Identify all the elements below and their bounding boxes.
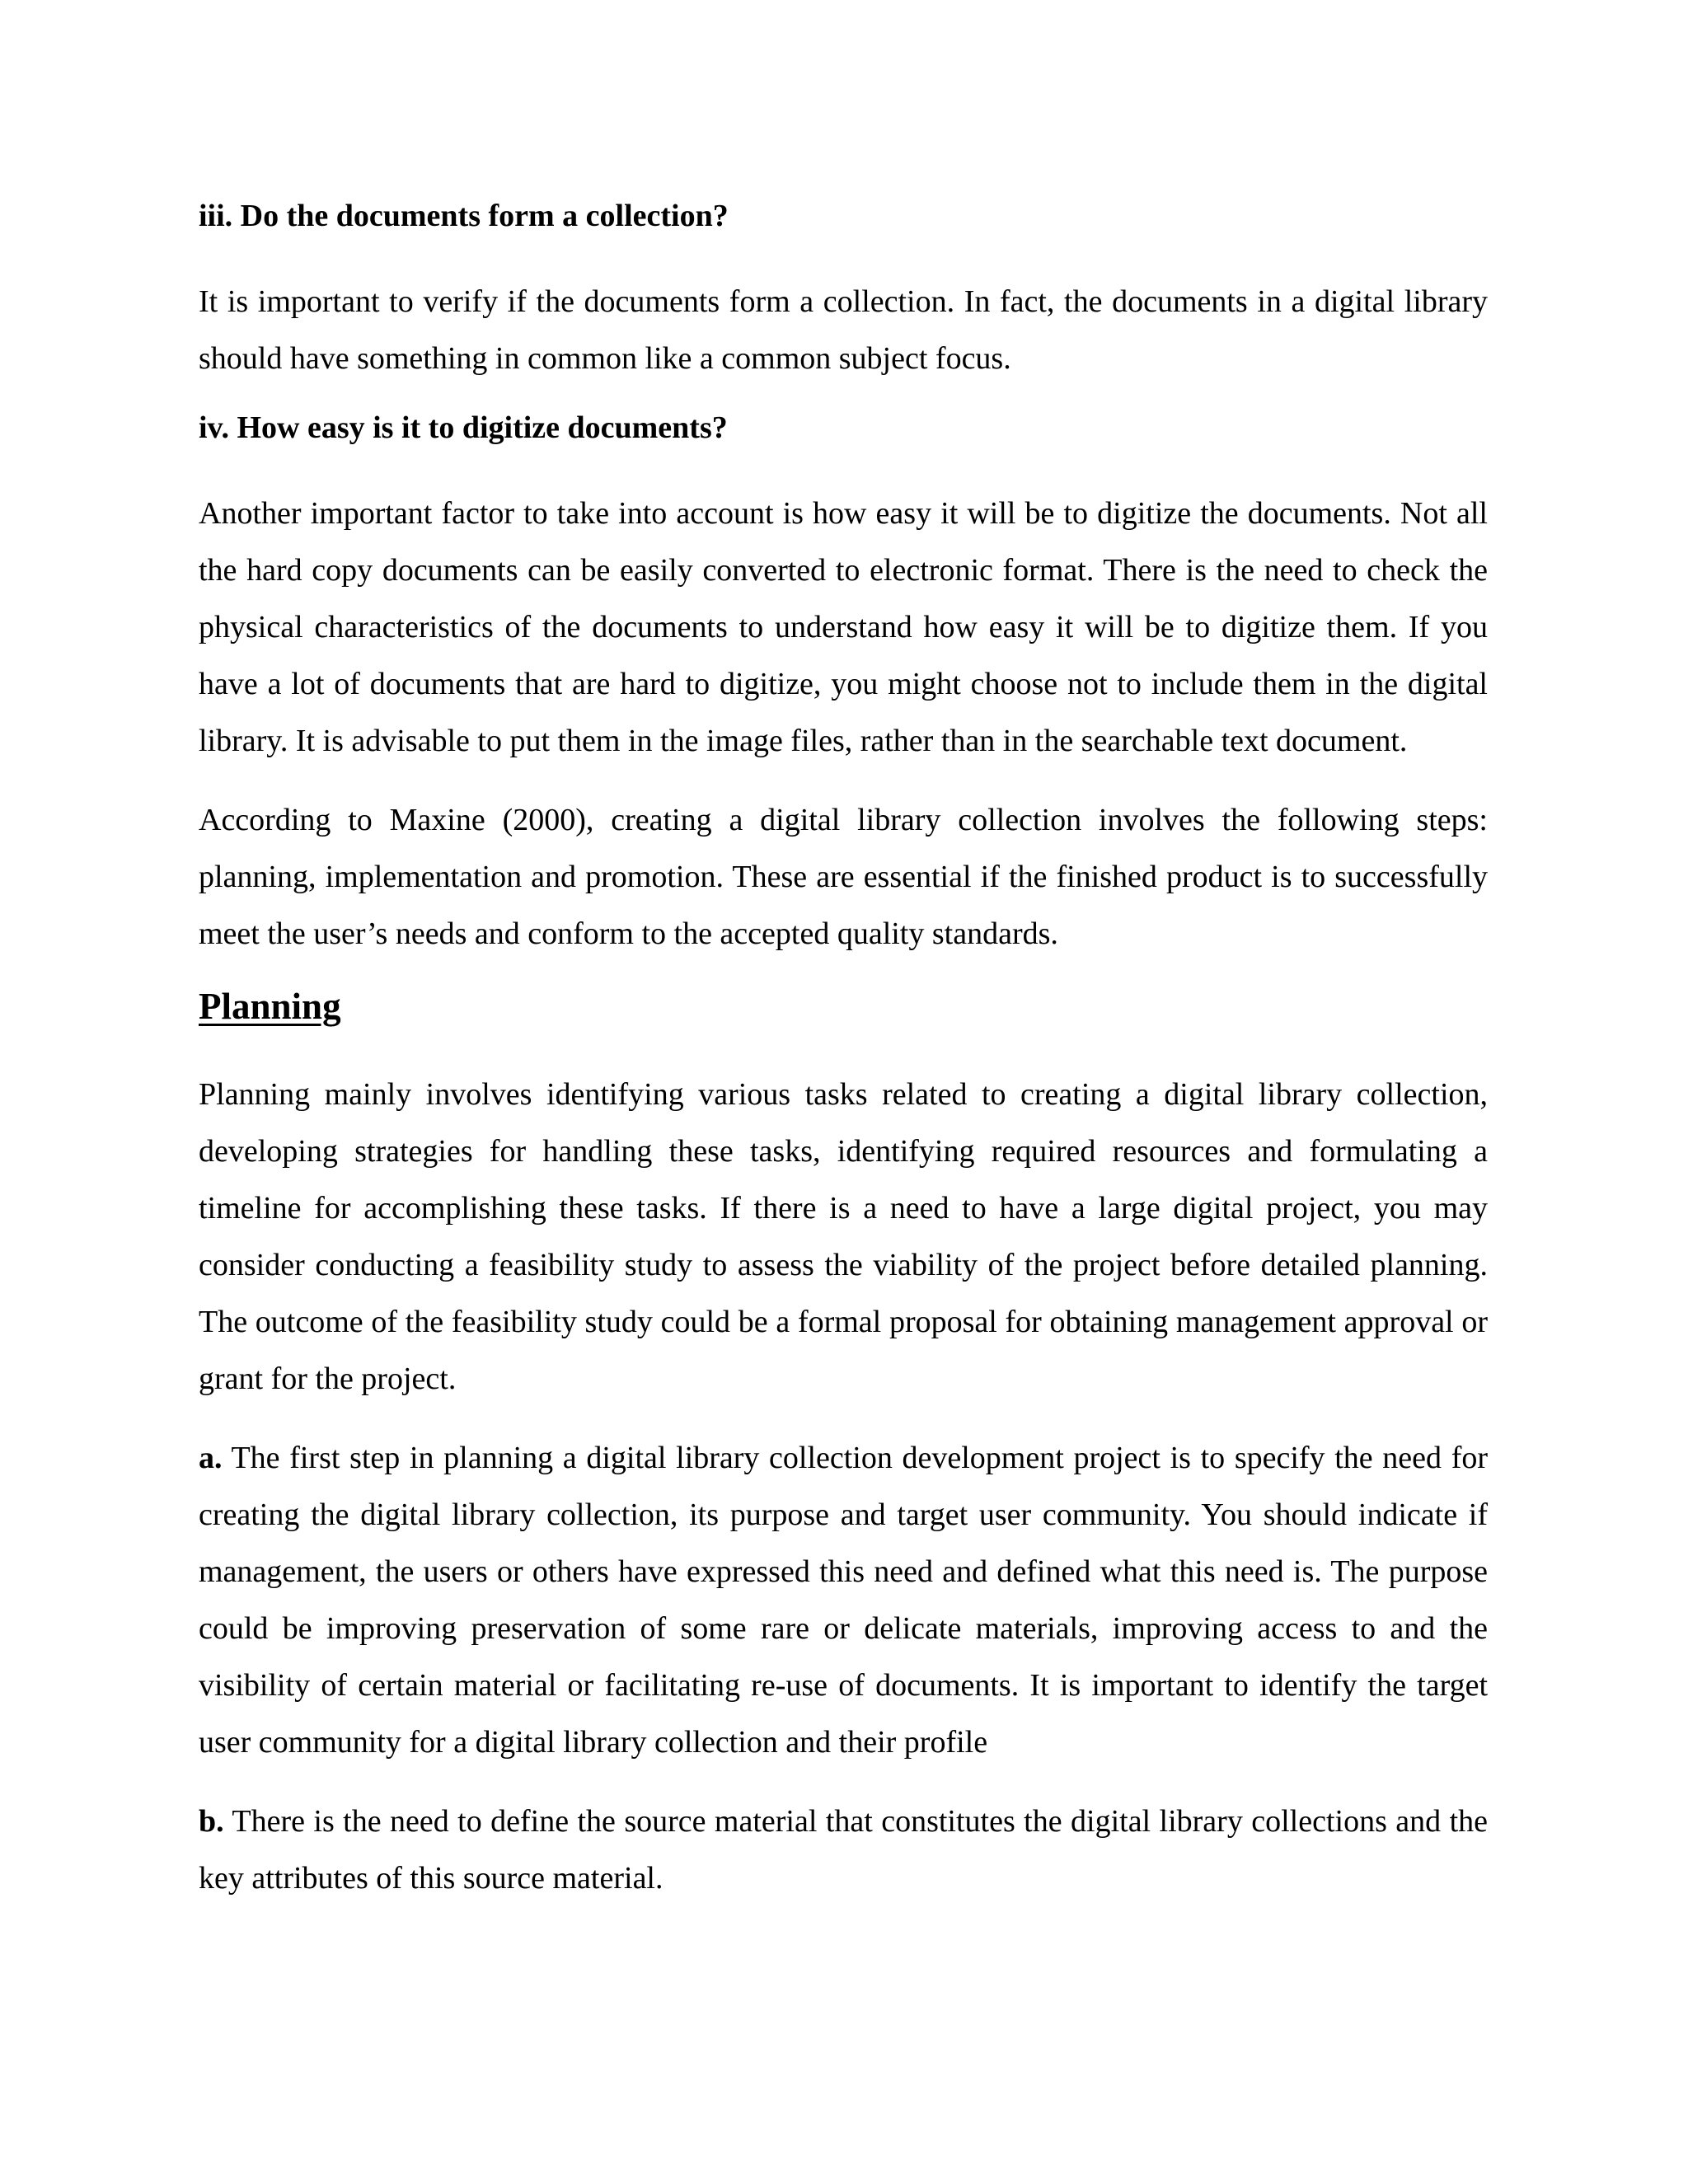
section-heading-planning: Planning (199, 986, 341, 1027)
item-text-a: The first step in planning a digital library collection development project is to specify the need for creating the digital library collection, its purpose and target user community. You should indicate if management, the users or others have expressed this need and defined what this need is. The purpose could be improving preservation of some rare or delicate materials, improving access to and the visibility of certain material or facilitating re-use of documents. It is important to identify the target user community for a digital library collection and their profile (199, 1441, 1488, 1760)
planning-item-a (199, 1430, 1488, 1771)
paragraph-maxine: According to Maxine (2000), creating a digital library collection involves the following steps: planning, implementation and promotion. These are essential if the finished product is to successfully meet the user’s needs and conform to the accepted quality standards. (199, 803, 1488, 951)
question-heading-iii: iii. Do the documents form a collection? (199, 199, 729, 233)
question-heading-iv: iv. How easy is it to digitize documents? (199, 410, 728, 445)
item-marker-b: b. (199, 1804, 224, 1839)
page-content (199, 198, 1488, 1929)
paragraph-digitize: Another important factor to take into account is how easy it will be to digitize the documents. Not all the hard copy documents can be easily converted to electronic format. There is the need to check the physical characteristics of the documents to understand how easy it will be to digitize them. If you have a lot of documents that are hard to digitize, you might choose not to include them in the digital library. It is advisable to put them in the image files, rather than in the searchable text document. (199, 496, 1488, 758)
item-marker-a: a. (199, 1441, 223, 1475)
item-text-b: There is the need to define the source material that constitutes the digital library collections and the key attributes of this source material. (199, 1804, 1488, 1896)
planning-item-b (199, 1793, 1488, 1907)
paragraph-collection: It is important to verify if the documents form a collection. In fact, the documents in a digital library should have something in common like a common subject focus. (199, 284, 1488, 376)
paragraph-planning-intro: Planning mainly involves identifying various tasks related to creating a digital library collection, developing strategies for handling these tasks, identifying required resources and formulating a timeline for accomplishing these tasks. If there is a need to have a large digital project, you may consider conducting a feasibility study to assess the viability of the project before detailed planning. The outcome of the feasibility study could be a formal proposal for obtaining management approval or grant for the project. (199, 1077, 1488, 1396)
